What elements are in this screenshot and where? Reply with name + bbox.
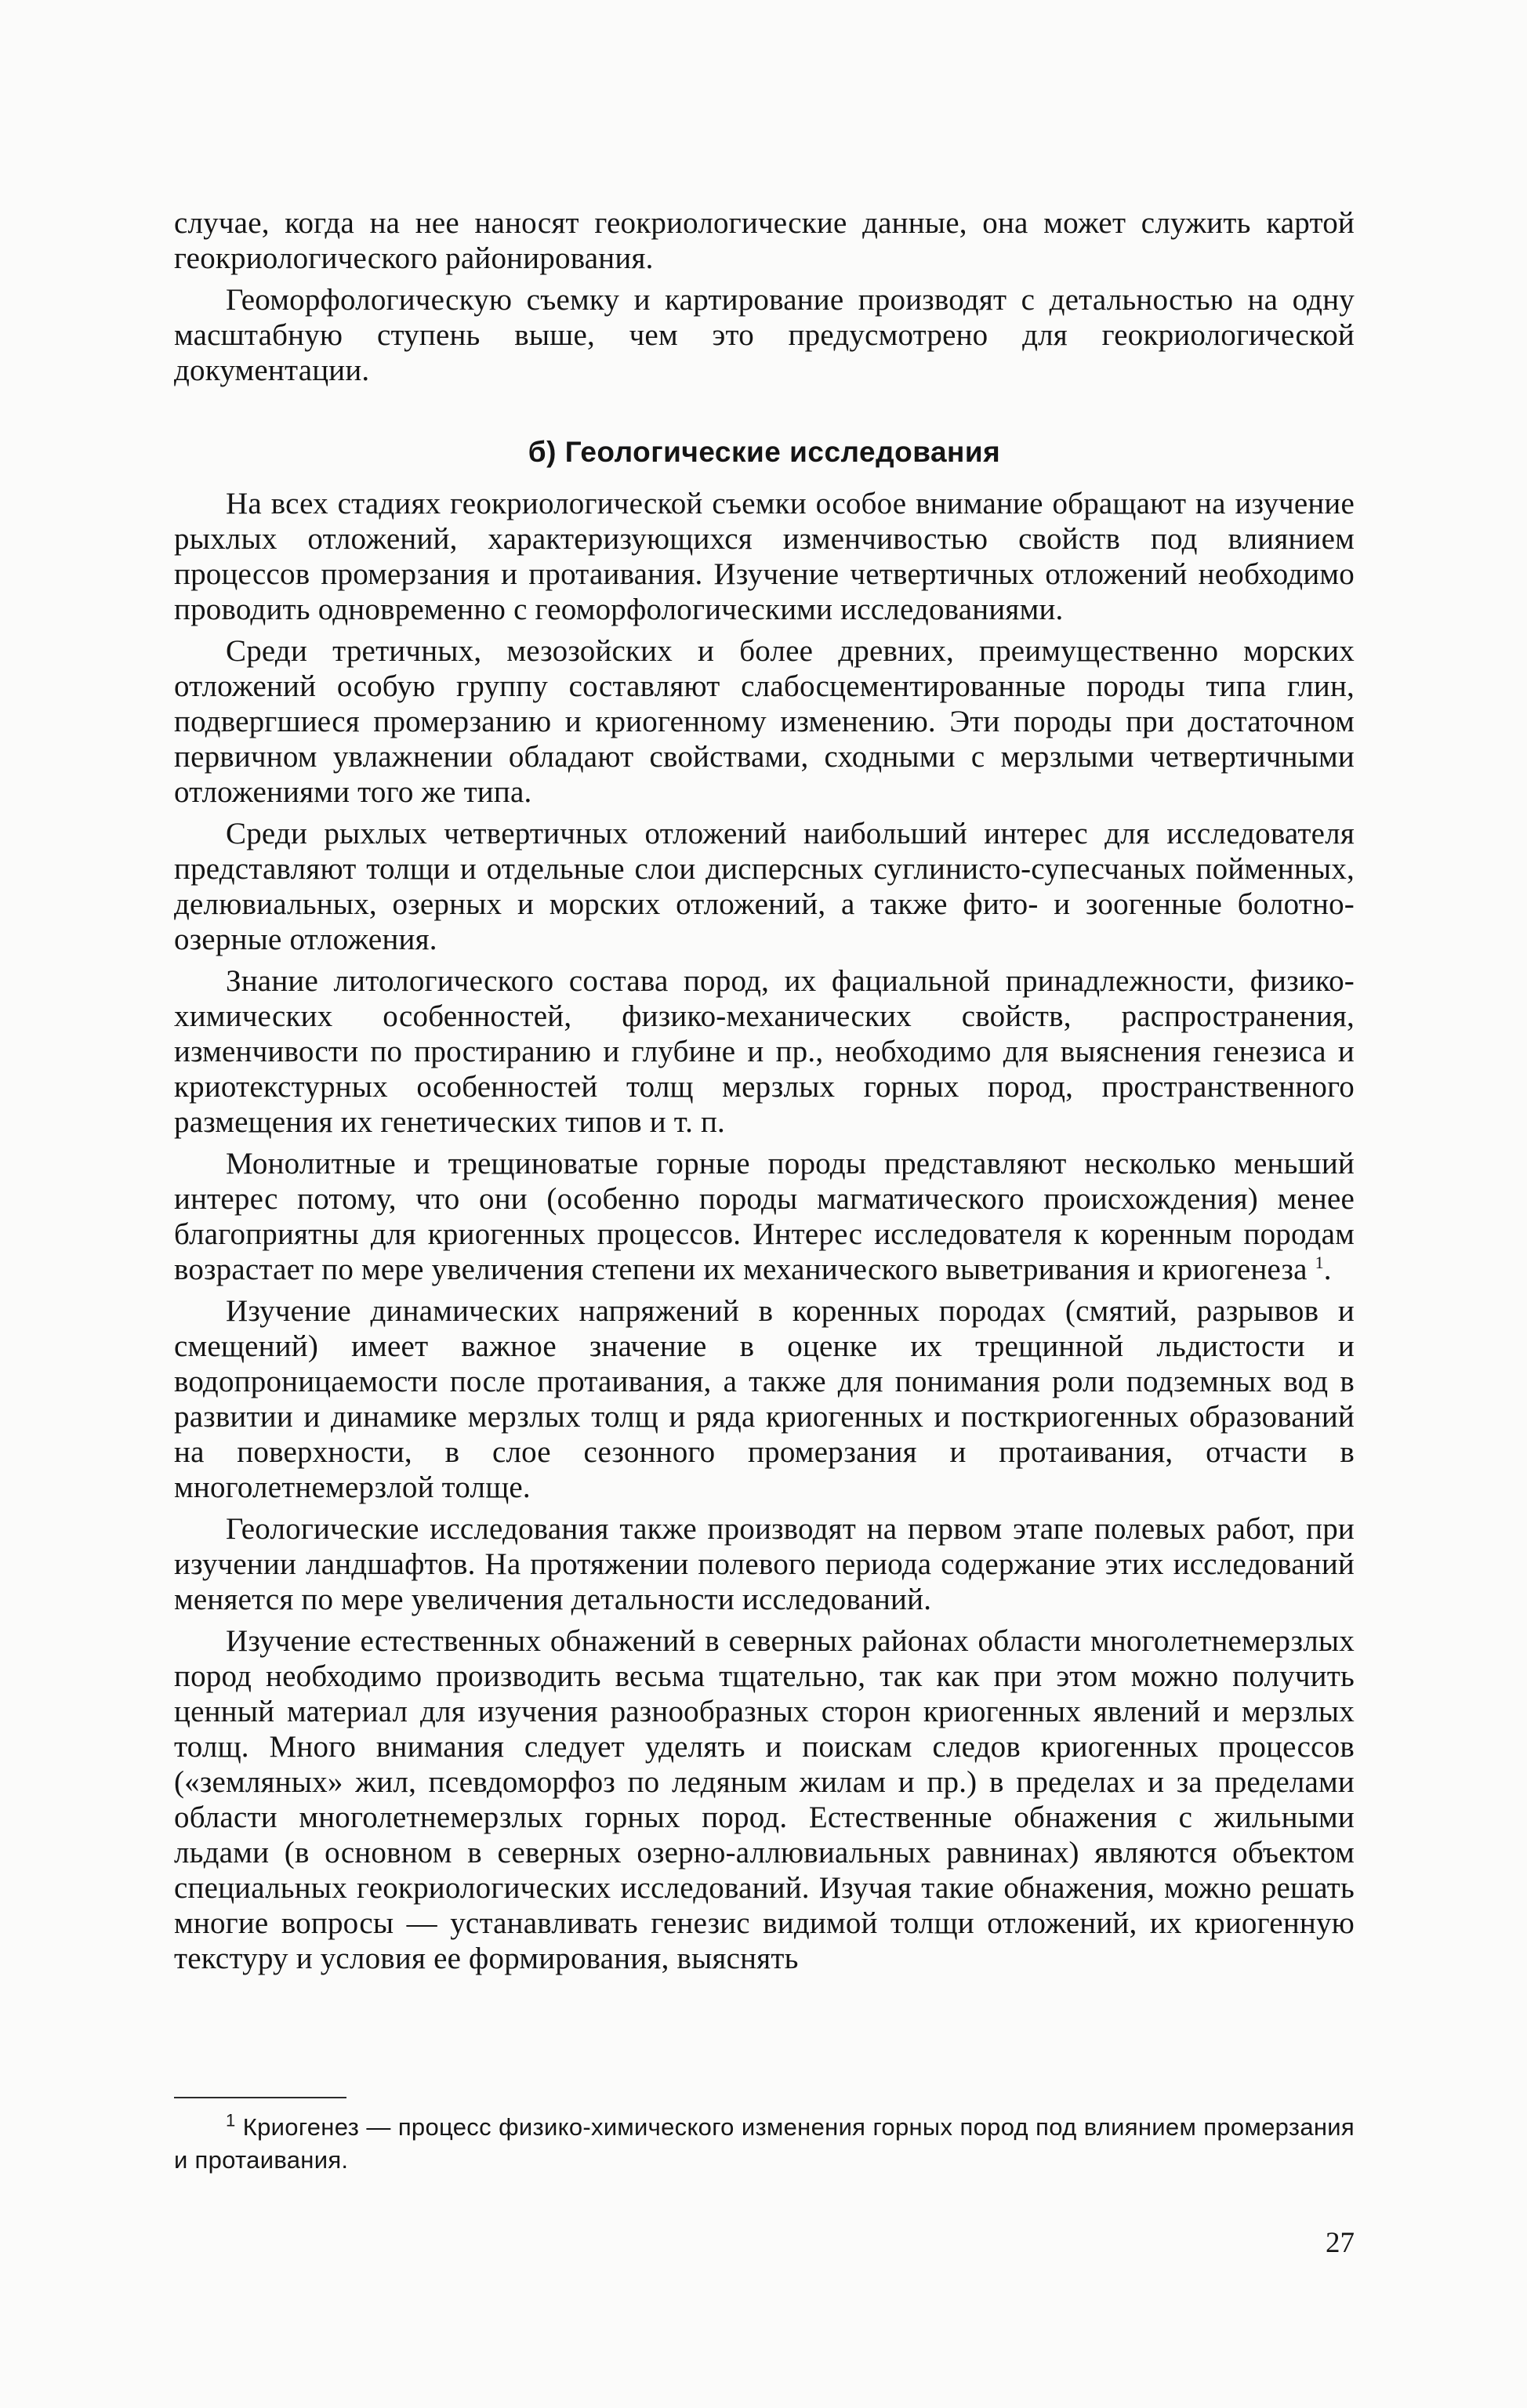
page-number: 27 <box>1326 2227 1355 2259</box>
paragraph: Изучение динамических напряжений в коренных породах (смятий, разрывов и смещений) имеет важное значение в оценке их трещинной льдистости и водопроницаемости после протаивания, а также для понимания роли подземных вод в развитии и динамике мерзлых толщ и ряда криогенных и посткриогенных образований на поверхности, в слое сезонного промерзания и протаивания, отчасти в многолетнемерзлой толще. <box>174 1294 1355 1504</box>
paragraph-with-footnote-ref: Монолитные и трещиноватые горные породы представляют несколько меньший интерес потому, что они (особенно породы магматического происхождения) менее благоприятны для криогенных процессов. Интерес исследователя к коренным породам возрастает по мере увеличения степени их механического выветривания и криогенеза $^1$. <box>174 1147 1355 1286</box>
paragraph: На всех стадиях геокриологической съемки особое внимание обращают на изучение рыхлых отложений, характеризующихся изменчивостью свойств под влиянием процессов промерзания и протаивания. Изучение четвертичных отложений необходимо проводить одновременно с геоморфологическими исследованиями. <box>174 487 1355 626</box>
footnote-marker: 1 <box>226 2110 236 2131</box>
section-heading: б) Геологические исследования <box>528 436 1001 468</box>
paragraph: Геоморфологическую съемку и картирование производят с детальностью на одну масштабную ступень выше, чем это предусмотрено для геокриологической документации. <box>174 283 1355 387</box>
paragraph: Знание литологического состава пород, их фациальной принадлежности, физико-химических особенностей, физико-механических свойств, распространения, изменчивости по простиранию и глубине и пр., необходимо для выяснения генезиса и криотекстурных особенностей толщ мерзлых горных пород, пространственного размещения их генетических типов и т. п. <box>174 964 1355 1139</box>
paragraph: Изучение естественных обнажений в северных районах области многолетнемерзлых пород необходимо производить весьма тщательно, так как при этом можно получить ценный материал для изучения разнообразных сторон криогенных явлений и мерзлых толщ. Много внимания следует уделять и поискам следов криогенных процессов («земляных» жил, псевдоморфоз по ледяным жилам и пр.) в пределах и за пределами области многолетнемерзлых горных пород. Естественные обнажения с жильными льдами (в основном в северных озерно-аллювиальных равнинах) являются объектом специальных геокриологических исследований. Изучая такие обнажения, можно решать многие вопросы — устанавливать генезис видимой толщи отложений, их криогенную текстуру и условия ее формирования, выяснять <box>174 1624 1355 1975</box>
footnote-reference: 1 <box>1315 1253 1324 1272</box>
footnote <box>174 2111 1355 2177</box>
footnote-text: Криогенез — процесс физико-химического изменения горных пород под влиянием промерзания и протаивания. <box>174 2113 1355 2174</box>
paragraph: Геологические исследования также производят на первом этапе полевых работ, при изучении ландшафтов. На протяжении полевого периода содержание этих исследований меняется по мере увеличения детальности исследований. <box>174 1512 1355 1616</box>
paragraph: Среди третичных, мезозойских и более древних, преимущественно морских отложений особую группу составляют слабосцементированные породы типа глин, подвергшиеся промерзанию и криогенному изменению. Эти породы при достаточном первичном увлажнении обладают свойствами, сходными с мерзлыми четвертичными отложениями того же типа. <box>174 634 1355 809</box>
paragraph: Среди рыхлых четвертичных отложений наибольший интерес для исследователя представляют толщи и отдельные слои дисперсных суглинисто-супесчаных пойменных, делювиальных, озерных и морских отложений, а также фито- и зоогенные болотно-озерные отложения. <box>174 817 1355 956</box>
paragraph: случае, когда на нее наносят геокриологические данные, она может служить картой геокриологического районирования. <box>174 206 1355 275</box>
intro-text <box>174 205 1355 388</box>
section-text <box>174 486 1355 1976</box>
paragraph-text: Монолитные и трещиноватые горные породы представляют несколько меньший интерес потому, что они (особенно породы магматического происхождения) менее благоприятны для криогенных процессов. Интерес исследователя к коренным породам возрастает по мере увеличения степени их механического выветривания и криогенеза <box>174 1147 1355 1286</box>
footnote-divider <box>174 2097 346 2098</box>
